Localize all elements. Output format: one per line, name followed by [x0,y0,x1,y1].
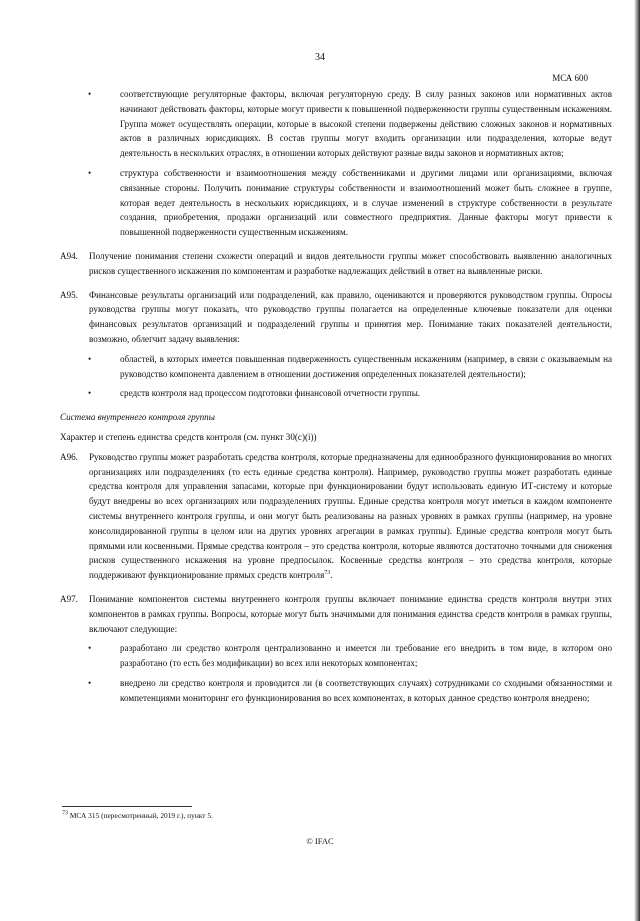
footnote-divider [62,806,192,807]
paragraph-number: А94. [60,250,78,261]
paragraph-text-end: . [330,570,333,581]
paragraph-text: Получение понимания степени схожести операций и видов деятельности группы может способствовать выявлению аналогичных рисков существенного искажения по компонентам и разработке надлежащих действий в ответ на выявленные риски. [89,250,612,276]
paragraph-number: А97. [60,593,78,604]
paragraph-number: А95. [60,289,78,300]
footnote [62,811,213,820]
standard-label: МСА 600 [552,73,588,83]
list-item-text: внедрено ли средство контроля и проводится ли (в соответствующих случаях) сотрудниками со сходными обязанностями и компетенциями мониторинг его функционирования во всех компонентах, в которых данное средство контроля внедрено; [120,677,612,703]
bullet-icon: • [88,388,92,399]
bullet-icon: • [88,643,92,654]
bullet-icon: • [88,677,92,688]
paragraph-a94 [60,249,612,279]
page-number: 34 [315,52,325,63]
page-footer: © IFAC [306,836,334,846]
list-item-text: областей, в которых имеется повышенная подверженность существенным искажениям (например, в связи с оказываемым на руководство компонента давлением в отношении достижения определенных показателей деятельности); [120,353,612,379]
list-item-text: структура собственности и взаимоотношения между собственниками и другими лицами или организациями, включая связанные стороны. Получить понимание структуры собственности и взаимоотношений может быть сложнее в группе, которая ведет деятельность в нескольких юрисдикциях, и в случае изменений в структуре собственности в результате создания, приобретения, продажи организаций или совместного предприятия. Данные факторы могут привести к повышенной подверженности существенным искажениям. [120,167,612,238]
paragraph-a95 [60,288,612,347]
list-item [60,641,612,671]
list-item-text: разработано ли средство контроля централизованно и имеется ли требование его внедрить в том виде, в котором оно разработано (то есть без модификации) во всех или некоторых компонентах; [120,643,612,669]
subheading: Характер и степень единства средств контроля (см. пункт 30(c)(i)) [60,431,317,442]
bullet-icon: • [88,167,92,178]
paragraph-a97 [60,592,612,636]
section-title: Система внутреннего контроля группы [60,412,215,423]
paragraph-text: Руководство группы может разработать средства контроля, которые предназначены для единообразного функционирования во многих организациях или подразделениях (то есть единые средства контроля). Например, руководство группы может разработать единые средства контроля для управления запасами, которые при функционировании будут использовать единую ИТ-систему и которые будут внедрены во всех организациях или подразделениях группы. Единые средства контроля могут иметься в каждом компоненте системы внутреннего контроля группы, и они могут быть реализованы на разных уровнях в рамках группы (например, на уровне консолидированной группы в целом или на других уровнях агрегации в рамках группы). Единые средства контроля могут быть прямыми или косвенными. Прямые средства контроля – это средства контроля, которые являются достаточно точными для снижения рисков существенного искажения на уровне предпосылок. Косвенные средства контроля – это средства контроля, которые поддерживают функционирование прямых средств контроля [89,451,612,581]
paragraph-text: Финансовые результаты организаций или подразделений, как правило, оцениваются и проверяются руководством группы. Опросы руководства группы могут показать, что руководство группы полагается на определенные ключевые показатели для оценки финансовых результатов организаций и подразделений группы и принятия мер. Понимание таких показателей деятельности, возможно, облегчит задачу выявления: [89,289,612,344]
list-item-text: соответствующие регуляторные факторы, включая регуляторную среду. В силу разных законов или нормативных актов начинают действовать факторы, которые могут привести к повышенной подверженности группы существенным искажениям. Группа может осуществлять операции, которые в высокой степени подвержены действию сложных законов и нормативных актов в различных юрисдикциях. В состав группы могут входить организации или подразделения, которые ведут деятельность в нескольких отраслях, в отношении которых действуют разные виды законов и нормативных актов; [120,89,612,159]
footnote-reference: 73 [324,570,331,577]
list-item [60,87,612,161]
bullet-icon: • [88,353,92,364]
list-item [60,676,612,706]
list-item [60,166,612,240]
footnote-text: МСА 315 (пересмотренный, 2019 г.), пункт 5. [69,811,213,820]
list-item [60,386,612,401]
bullet-icon: • [88,89,92,99]
paragraph-number: А96. [60,451,78,462]
list-item-text: средств контроля над процессом подготовки финансовой отчетности группы. [120,388,421,399]
list-item [60,352,612,382]
paragraph-text: Понимание компонентов системы внутреннего контроля группы включает понимание единства средств контроля внутри этих компонентов в рамках группы. Вопросы, которые могут быть значимыми для понимания единства средств контроля в рамках группы, включают следующие: [89,593,612,634]
scan-edge-shadow [634,0,640,921]
paragraph-a96 [60,450,612,583]
body-text [60,87,612,705]
footnote-number: 73 [62,810,68,817]
